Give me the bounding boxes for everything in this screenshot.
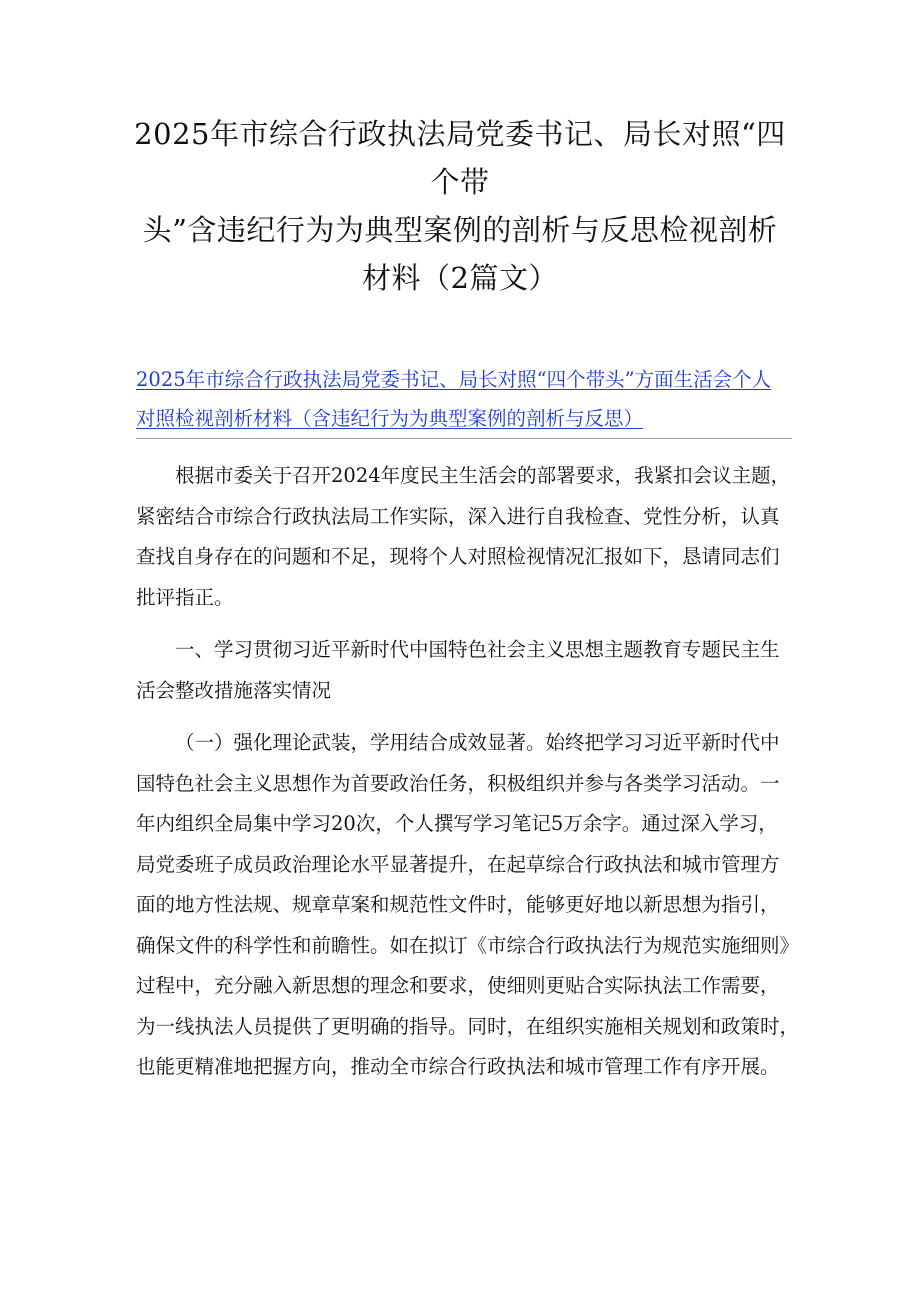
- paragraph-line: 国特色社会主义思想作为首要政治任务，积极组织并参与各类学习活动。一: [136, 771, 780, 795]
- title-line-1: 2025年市综合行政执法局党委书记、局长对照“四个带: [134, 117, 786, 199]
- paragraph-line: 确保文件的科学性和前瞻性。如在拟订《市综合行政执法行为规范实施细则》: [136, 933, 800, 957]
- paragraph-line: 面的地方性法规、规章草案和规范性文件时，能够更好地以新思想为指引，: [136, 893, 780, 916]
- paragraph-line: 为一线执法人员提供了更明确的指导。同时，在组织实施相关规划和政策时，: [136, 1014, 800, 1038]
- paragraph-line: 批评指正。: [136, 585, 234, 609]
- toc-link-article-1[interactable]: [136, 360, 792, 438]
- paragraph-intro: [136, 456, 792, 618]
- document-title: [120, 110, 800, 302]
- paragraph-line: 活会整改措施落实情况: [136, 678, 332, 702]
- section-heading-1: [136, 630, 792, 711]
- title-line-3: 材料（2篇文）: [362, 261, 558, 295]
- title-line-2: 头”含违纪行为为典型案例的剖析与反思检视剖析: [142, 213, 778, 247]
- toc-link-line-1[interactable]: 2025年市综合行政执法局党委书记、局长对照“四个带头”方面生活会个人: [136, 368, 772, 391]
- toc-link-line-2[interactable]: 对照检视剖析材料（含违纪行为为典型案例的剖析与反思）: [136, 407, 644, 430]
- paragraph-line: 查找自身存在的问题和不足，现将个人对照检视情况汇报如下，恳请同志们: [136, 545, 780, 568]
- paragraph-line: 过程中，充分融入新思想的理念和要求，使细则更贴合实际执法工作需要，: [136, 974, 780, 997]
- paragraph-line: 局党委班子成员政治理论水平显著提升，在起草综合行政执法和城市管理方: [136, 852, 780, 876]
- paragraph-line: 年内组织全局集中学习20次，个人撰写学习笔记5万余字。通过深入学习，: [136, 812, 778, 835]
- paragraph-line: 也能更精准地把握方向，推动全市综合行政执法和城市管理工作有序开展。: [136, 1055, 780, 1078]
- paragraph-line: 紧密结合市综合行政执法局工作实际，深入进行自我检查、党性分析，认真: [136, 504, 780, 528]
- paragraph-line: 根据市委关于召开2024年度民主生活会的部署要求，我紧扣会议主题，: [175, 464, 791, 487]
- toc-divider: [136, 438, 792, 439]
- paragraph-line: （一）强化理论武装，学用结合成效显著。始终把学习习近平新时代中: [175, 731, 780, 754]
- paragraph-subsection-1: [136, 723, 800, 1088]
- document-body: [136, 456, 800, 1100]
- paragraph-line: 一、学习贯彻习近平新时代中国特色社会主义思想主题教育专题民主生: [175, 638, 780, 661]
